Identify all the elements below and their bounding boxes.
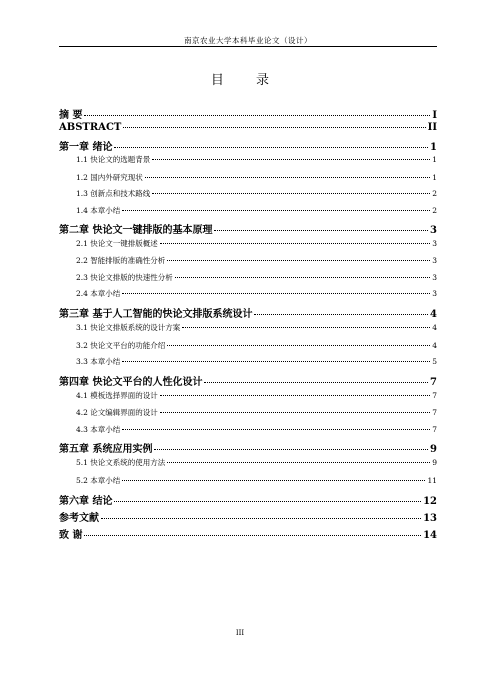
toc-entry-section xyxy=(59,457,437,468)
toc-entry-chapter xyxy=(59,221,437,236)
dot-leader xyxy=(152,159,430,160)
toc-entry-section xyxy=(59,255,437,266)
page-title: 目 录 xyxy=(210,73,284,88)
toc-entry-page: 12 xyxy=(423,496,437,507)
toc-entry-page: 3 xyxy=(432,256,437,265)
dot-leader xyxy=(123,127,425,128)
toc-entry-label: 参考文献 xyxy=(59,513,99,524)
toc-entry-page: II xyxy=(427,122,437,133)
toc-entry-page: 3 xyxy=(432,273,437,282)
toc-entry-chapter xyxy=(59,509,437,524)
dot-leader xyxy=(84,535,421,536)
toc-entry-label: 5.2 本章小结 xyxy=(76,476,121,485)
toc-entry-page: I xyxy=(432,110,437,121)
dot-leader xyxy=(167,345,430,346)
header-rule xyxy=(59,46,437,47)
toc-entry-page: 5 xyxy=(432,357,437,366)
toc-entry-label: 2.2 智能排版的准确性分析 xyxy=(76,256,166,265)
dot-leader xyxy=(160,412,430,413)
dot-leader xyxy=(154,449,428,450)
toc-entry-page: 14 xyxy=(423,530,437,541)
toc-entry-section xyxy=(59,390,437,401)
dot-leader xyxy=(122,361,430,362)
toc-entry-label: 1.3 创新点和技术路线 xyxy=(76,189,151,198)
dot-leader xyxy=(182,327,430,328)
toc-entry-section xyxy=(59,475,437,486)
dot-leader xyxy=(84,115,430,116)
toc-entry-label: 2.4 本章小结 xyxy=(76,289,121,298)
toc-entry-label: 1.2 国内外研究现状 xyxy=(76,173,143,182)
dot-leader xyxy=(160,395,430,396)
dot-leader xyxy=(122,210,430,211)
dot-leader xyxy=(167,462,430,463)
toc-entry-label: 第六章 结论 xyxy=(59,496,113,507)
toc-entry-page: 7 xyxy=(432,391,437,400)
toc-entry-label: 2.1 快论文一键排版概述 xyxy=(76,239,158,248)
toc-entry-section xyxy=(59,205,437,216)
toc-entry-label: 3.2 快论文平台的功能介绍 xyxy=(76,341,166,350)
toc-entry-label: 3.3 本章小结 xyxy=(76,357,121,366)
dot-leader xyxy=(101,518,421,519)
toc-entry-page: 1 xyxy=(430,142,437,153)
toc-entry-page: 7 xyxy=(432,425,437,434)
toc-entry-page: 3 xyxy=(432,239,437,248)
toc-entry-section xyxy=(59,356,437,367)
dot-leader xyxy=(175,277,430,278)
toc-entry-page: 2 xyxy=(432,206,437,215)
toc-entry-label: 第四章 快论文平台的人性化设计 xyxy=(59,377,203,388)
dot-leader xyxy=(160,243,430,244)
toc-entry-label: 致 谢 xyxy=(59,530,83,541)
toc-entry-page: 4 xyxy=(432,341,437,350)
dot-leader xyxy=(145,177,430,178)
toc-entry-page: 1 xyxy=(432,155,437,164)
toc-entry-chapter xyxy=(59,440,437,455)
toc-entry-section xyxy=(59,238,437,249)
toc-entry-chapter xyxy=(59,526,437,541)
toc-entry-label: 4.3 本章小结 xyxy=(76,425,121,434)
dot-leader xyxy=(152,193,430,194)
toc-entry-chapter xyxy=(59,122,437,133)
toc-entry-label: 摘 要 xyxy=(59,110,83,121)
dot-leader xyxy=(254,314,428,315)
toc-entry-label: 第三章 基于人工智能的快论文排版系统设计 xyxy=(59,309,253,320)
toc-entry-page: 3 xyxy=(432,289,437,298)
toc-entry-label: 第一章 绪论 xyxy=(59,142,113,153)
toc-entry-label: 1.4 本章小结 xyxy=(76,206,121,215)
toc-entry-section xyxy=(59,272,437,283)
dot-leader xyxy=(204,382,428,383)
toc-entry-label: 第二章 快论文一键排版的基本原理 xyxy=(59,225,213,236)
dot-leader xyxy=(122,480,425,481)
dot-leader xyxy=(214,230,428,231)
toc-entry-label: ABSTRACT xyxy=(59,122,122,133)
toc-entry-section xyxy=(59,407,437,418)
toc-entry-page: 11 xyxy=(427,476,437,485)
toc-entry-page: 7 xyxy=(430,377,437,388)
toc-entry-chapter xyxy=(59,492,437,507)
dot-leader xyxy=(114,501,421,502)
toc-entry-section xyxy=(59,340,437,351)
dot-leader xyxy=(122,293,430,294)
dot-leader xyxy=(114,147,428,148)
toc-entry-page: 7 xyxy=(432,408,437,417)
toc-entry-label: 2.3 快论文排版的快速性分析 xyxy=(76,273,173,282)
toc-entry-chapter xyxy=(59,373,437,388)
toc-entry-page: 4 xyxy=(430,309,437,320)
toc-entry-label: 5.1 快论文系统的使用方法 xyxy=(76,458,166,467)
toc-entry-chapter xyxy=(59,138,437,153)
dot-leader xyxy=(122,429,430,430)
toc-entry-page: 2 xyxy=(432,189,437,198)
toc-entry-section xyxy=(59,172,437,183)
toc-entry-section xyxy=(59,188,437,199)
toc-entry-section xyxy=(59,424,437,435)
toc-entry-page: 9 xyxy=(430,444,437,455)
toc-entry-label: 4.1 模板选择界面的设计 xyxy=(76,391,158,400)
toc-entry-section xyxy=(59,322,437,333)
toc-entry-chapter xyxy=(59,106,437,121)
toc-entry-page: 3 xyxy=(430,225,437,236)
toc-entry-section xyxy=(59,288,437,299)
toc-entry-chapter xyxy=(59,305,437,320)
running-header: 南京农业大学本科毕业论文（设计） xyxy=(184,36,312,45)
toc-entry-page: 4 xyxy=(432,323,437,332)
page-number: III xyxy=(235,629,245,637)
toc-entry-label: 4.2 论文编辑界面的设计 xyxy=(76,408,158,417)
toc-entry-label: 1.1 快论文的选题背景 xyxy=(76,155,151,164)
dot-leader xyxy=(167,260,430,261)
toc-entry-label: 第五章 系统应用实例 xyxy=(59,444,153,455)
toc-entry-page: 13 xyxy=(423,513,437,524)
toc-entry-label: 3.1 快论文排版系统的设计方案 xyxy=(76,323,181,332)
toc-entry-page: 1 xyxy=(432,173,437,182)
toc-entry-section xyxy=(59,154,437,165)
toc-entry-page: 9 xyxy=(432,458,437,467)
